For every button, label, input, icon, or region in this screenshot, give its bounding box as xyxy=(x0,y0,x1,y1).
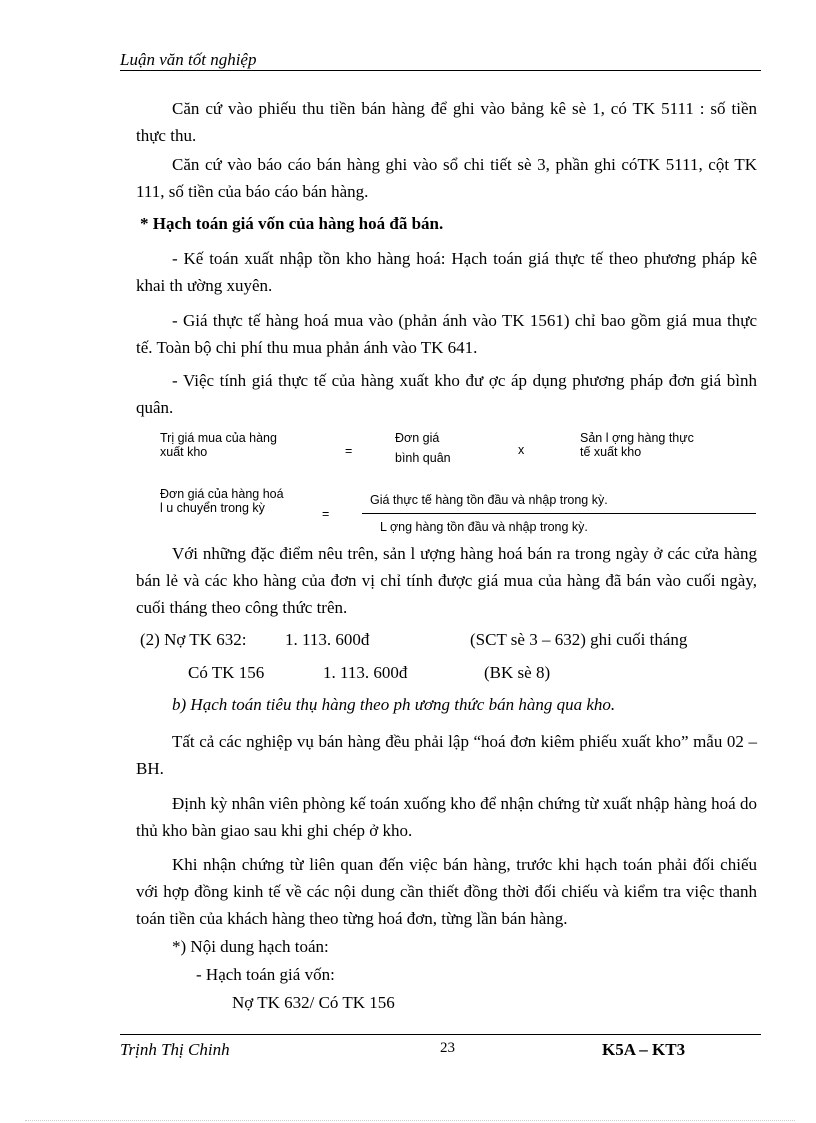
paragraph-6: Với những đặc điểm nêu trên, sản l ượng hàng hoá bán ra trong ngày ở các cửa hàng bán lẻ và các kho hàng của đơn vị chỉ tính được giá mua của hàng đã bán vào cuối ngày, cuối tháng theo công thức trên. xyxy=(136,544,757,617)
formula1-times: x xyxy=(518,443,525,457)
formula1-mid-line1: Đơn giá xyxy=(395,431,440,445)
formula2-lhs-line1: Đơn giá của hàng hoá xyxy=(160,487,284,501)
paragraph-8: Tất cả các nghiệp vụ bán hàng đều phải lập “hoá đơn kiêm phiếu xuất kho” mẫu 02 – BH. xyxy=(136,732,757,778)
formula2-lhs-line2: l u chuyển trong kỳ xyxy=(160,501,265,515)
cost-label: - Hạch toán giá vốn: xyxy=(196,965,335,984)
formula1-equals: = xyxy=(345,444,353,458)
cost-entry: Nợ TK 632/ Có TK 156 xyxy=(232,993,395,1012)
paragraph-4: - Giá thực tế hàng hoá mua vào (phản ánh vào TK 1561) chỉ bao gồm giá mua thực tế. Toàn bộ chi phí thu mua phản ánh vào TK 641. xyxy=(136,311,757,357)
subsection-heading: b) Hạch toán tiêu thụ hàng theo ph ương thức bán hàng qua kho. xyxy=(172,695,616,714)
entry-debit-label: (2) Nợ TK 632: xyxy=(140,630,247,649)
formula2-numerator: Giá thực tế hàng tồn đầu và nhập trong kỳ. xyxy=(370,493,608,507)
header-rule xyxy=(120,70,761,71)
formula2-equals: = xyxy=(322,507,330,521)
formula1-lhs-line1: Trị giá mua của hàng xyxy=(160,431,277,445)
paragraph-2: Căn cứ vào báo cáo bán hàng ghi vào sổ chi tiết sè 3, phần ghi cóTK 5111, cột TK 111, số tiền của báo cáo bán hàng. xyxy=(136,155,757,201)
entry-credit-amount: 1. 113. 600đ xyxy=(323,663,408,682)
entry-credit-label: Có TK 156 xyxy=(188,663,265,682)
paragraph-3: - Kế toán xuất nhập tồn kho hàng hoá: Hạch toán giá thực tế theo phương pháp kê khai th ường xuyên. xyxy=(136,249,757,295)
running-header: Luận văn tốt nghiệp xyxy=(120,50,257,69)
entry-credit-note: (BK sè 8) xyxy=(484,663,551,682)
footer-author: Trịnh Thị Chinh xyxy=(120,1040,230,1059)
entry-debit-amount: 1. 113. 600đ xyxy=(285,630,370,649)
page-bottom-border xyxy=(25,1120,795,1121)
fraction-bar xyxy=(362,513,756,514)
paragraph-5: - Việc tính giá thực tế của hàng xuất kho đư ợc áp dụng phương pháp đơn giá bình quân. xyxy=(136,371,757,417)
footer-rule xyxy=(120,1034,761,1035)
paragraph-10: Khi nhận chứng từ liên quan đến việc bán hàng, trước khi hạch toán phải đối chiếu với hợp đồng kinh tế về các nội dung cần thiết đồng thời đối chiếu và kiểm tra việc thanh toán tiền của khách hàng theo từng hoá đơn, từng lần bán hàng. xyxy=(136,855,757,928)
page-number: 23 xyxy=(440,1040,455,1056)
formula2-denominator: L ợng hàng tồn đầu và nhập trong kỳ. xyxy=(380,520,588,534)
paragraph-1: Căn cứ vào phiếu thu tiền bán hàng để ghi vào bảng kê sè 1, có TK 5111 : số tiền thực thu. xyxy=(136,99,757,145)
content-label: *) Nội dung hạch toán: xyxy=(172,937,329,956)
paragraph-9: Định kỳ nhân viên phòng kế toán xuống kho để nhận chứng từ xuất nhập hàng hoá do thủ kho bàn giao sau khi ghi chép ở kho. xyxy=(136,794,757,840)
section-heading: * Hạch toán giá vốn của hàng hoá đã bán. xyxy=(140,214,444,233)
formula1-rhs-line2: tế xuất kho xyxy=(580,445,642,459)
formula1-lhs-line2: xuất kho xyxy=(160,445,208,459)
footer-class: K5A – KT3 xyxy=(602,1040,686,1059)
formula1-rhs-line1: Sản l ợng hàng thực xyxy=(580,431,694,445)
entry-debit-note: (SCT sè 3 – 632) ghi cuối tháng xyxy=(470,630,688,649)
formula1-mid-line2: bình quân xyxy=(395,451,451,465)
